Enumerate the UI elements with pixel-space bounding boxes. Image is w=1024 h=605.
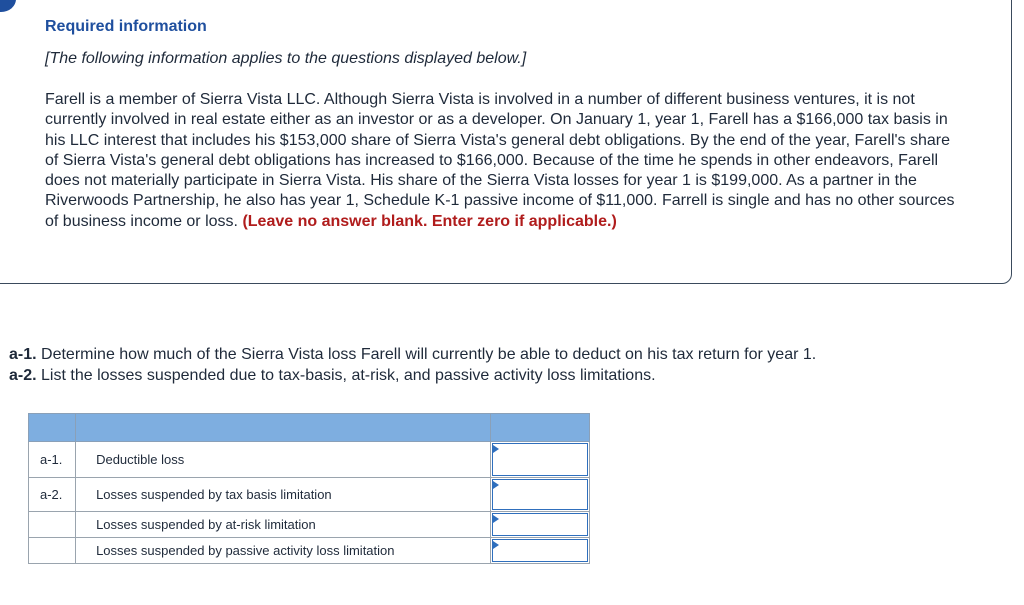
header-cell-input bbox=[490, 414, 589, 442]
question-a2-label: a-2. bbox=[9, 366, 37, 384]
table-row bbox=[29, 478, 590, 512]
input-flag-icon bbox=[493, 541, 499, 549]
at-risk-input-wrap bbox=[492, 513, 588, 536]
question-a2-text: List the losses suspended due to tax-basis, at-risk, and passive activity loss limitations. bbox=[41, 366, 656, 384]
problem-paragraph: Farell is a member of Sierra Vista LLC. Although Sierra Vista is involved in a number of different business ventures, it is not currently involved in real estate either as an investor or as a developer. On January 1, year 1, Farell has a $166,000 tax basis in his LLC interest that includes his $153,000 share of Sierra Vista's general debt obligations. By the end of the year, Farell's share of Sierra Vista's general debt obligations has increased to $166,000. Because of the time he spends in other endeavors, Farell does not materially participate in Sierra Vista. His share of the Sierra Vista losses for year 1 is $199,000. As a partner in the Riverwoods Partnership, he also has year 1, Schedule K-1 passive income of $11,000. Farrell is single and has no other sources of business income or loss. bbox=[45, 91, 955, 230]
problem-statement bbox=[45, 90, 965, 232]
required-information-subtitle: [The following information applies to the questions displayed below.] bbox=[45, 50, 527, 67]
instruction-note: (Leave no answer blank. Enter zero if applicable.) bbox=[242, 212, 617, 230]
header-cell-label bbox=[29, 414, 76, 442]
input-flag-icon bbox=[493, 481, 499, 489]
answer-cell bbox=[490, 538, 589, 564]
input-flag-icon bbox=[493, 445, 499, 453]
deductible-loss-input-wrap bbox=[492, 443, 588, 476]
question-a1-label: a-1. bbox=[9, 346, 37, 363]
required-information-title: Required information bbox=[45, 18, 207, 35]
table-header-row bbox=[29, 414, 590, 442]
table-row bbox=[29, 442, 590, 478]
answer-table bbox=[28, 413, 590, 564]
tax-basis-suspended-input[interactable] bbox=[493, 480, 587, 509]
question-a1 bbox=[9, 345, 816, 366]
row-description: Losses suspended by tax basis limitation bbox=[76, 478, 491, 512]
header-cell-desc bbox=[76, 414, 491, 442]
row-label: a-1. bbox=[29, 442, 76, 478]
question-a2 bbox=[9, 366, 816, 387]
question-a1-text: Determine how much of the Sierra Vista loss Farell will currently be able to deduct on his tax return for year 1. bbox=[41, 346, 817, 363]
deductible-loss-input[interactable] bbox=[493, 444, 587, 475]
row-description: Losses suspended by at-risk limitation bbox=[76, 512, 491, 538]
passive-loss-input-wrap bbox=[492, 539, 588, 562]
answer-cell bbox=[490, 478, 589, 512]
row-label bbox=[29, 512, 76, 538]
table-row bbox=[29, 512, 590, 538]
row-label bbox=[29, 538, 76, 564]
row-label: a-2. bbox=[29, 478, 76, 512]
tax-basis-input-wrap bbox=[492, 479, 588, 510]
passive-activity-suspended-input[interactable] bbox=[493, 540, 587, 561]
row-description: Losses suspended by passive activity loss limitation bbox=[76, 538, 491, 564]
answer-cell bbox=[490, 442, 589, 478]
question-list bbox=[9, 345, 816, 386]
at-risk-suspended-input[interactable] bbox=[493, 514, 587, 535]
answer-cell bbox=[490, 512, 589, 538]
table-row bbox=[29, 538, 590, 564]
input-flag-icon bbox=[493, 515, 499, 523]
row-description: Deductible loss bbox=[76, 442, 491, 478]
